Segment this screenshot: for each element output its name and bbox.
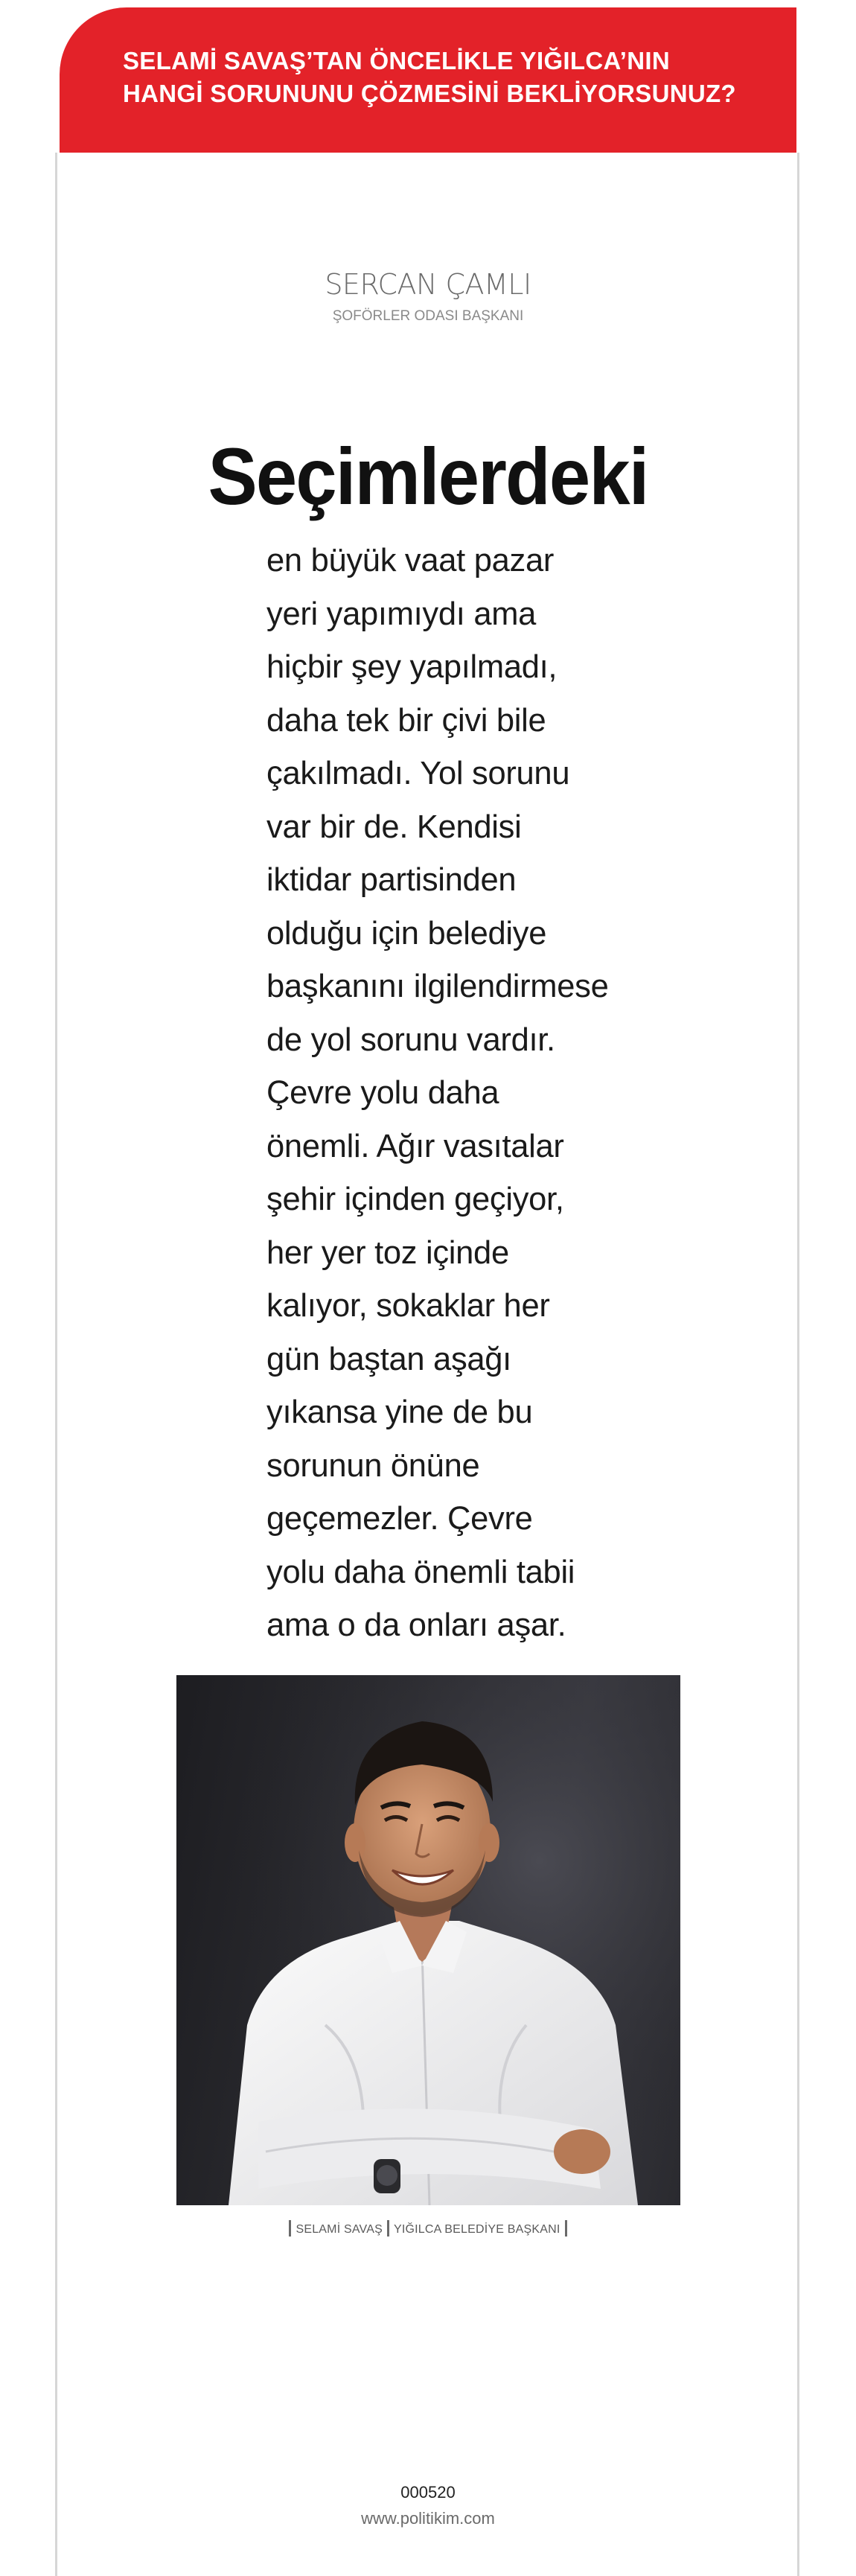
body-line: daha tek bir çivi bile bbox=[266, 702, 546, 739]
body-line: kalıyor, sokaklar her bbox=[266, 1288, 550, 1324]
body-line: en büyük vaat pazar bbox=[266, 543, 555, 578]
body-line: iktidar partisinden bbox=[266, 862, 517, 898]
body-line: sorunun önüne bbox=[266, 1447, 480, 1484]
body-line: var bir de. Kendisi bbox=[266, 809, 522, 845]
question-line-2: HANGİ SORUNUNU ÇÖZMESİNİ BEKLİYORSUNUZ? bbox=[123, 80, 736, 107]
question-line-1: SELAMİ SAVAŞ’TAN ÖNCELİKLE YIĞILCA’NIN bbox=[123, 47, 670, 74]
body-line: yıkansa yine de bu bbox=[266, 1394, 533, 1430]
website-link[interactable]: www.politikim.com bbox=[361, 2509, 495, 2528]
question-banner bbox=[60, 7, 796, 153]
author-name: SERCAN ÇAMLI bbox=[325, 268, 531, 301]
photo-caption bbox=[0, 2220, 856, 2237]
body-line: geçemezler. Çevre bbox=[266, 1501, 533, 1537]
caption-divider bbox=[565, 2220, 567, 2237]
caption-name: SELAMİ SAVAŞ bbox=[296, 2223, 383, 2236]
body-line: önemli. Ağır vasıtalar bbox=[266, 1128, 564, 1164]
portrait-illustration bbox=[176, 1675, 680, 2205]
body-line: hiçbir şey yapılmadı, bbox=[266, 649, 558, 685]
portrait-photo bbox=[176, 1675, 680, 2205]
caption-title: YIĞILCA BELEDİYE BAŞKANI bbox=[393, 2223, 560, 2236]
body-line: olduğu için belediye bbox=[266, 915, 547, 951]
page-code: 000520 bbox=[400, 2483, 456, 2502]
body-line: şehir içinden geçiyor, bbox=[266, 1182, 564, 1217]
author-title: ŞOFÖRLER ODASI BAŞKANI bbox=[332, 308, 524, 324]
caption-divider bbox=[387, 2220, 389, 2237]
question-heading bbox=[123, 45, 778, 110]
body-line: gün baştan aşağı bbox=[266, 1341, 511, 1377]
body-line: yolu daha önemli tabii bbox=[266, 1554, 575, 1590]
body-line: ama o da onları aşar. bbox=[266, 1607, 566, 1643]
body-line: başkanını ilgilendirmese bbox=[266, 969, 609, 1004]
body-line: Çevre yolu daha bbox=[266, 1075, 499, 1111]
caption-divider bbox=[289, 2220, 291, 2237]
body-line: yeri yapımıydı ama bbox=[266, 596, 537, 632]
body-line: her yer toz içinde bbox=[266, 1234, 509, 1271]
body-line: çakılmadı. Yol sorunu bbox=[266, 756, 570, 791]
article-body bbox=[266, 535, 609, 1653]
body-line: de yol sorunu vardır. bbox=[266, 1021, 555, 1058]
article-headline: Seçimlerdeki bbox=[208, 431, 648, 521]
